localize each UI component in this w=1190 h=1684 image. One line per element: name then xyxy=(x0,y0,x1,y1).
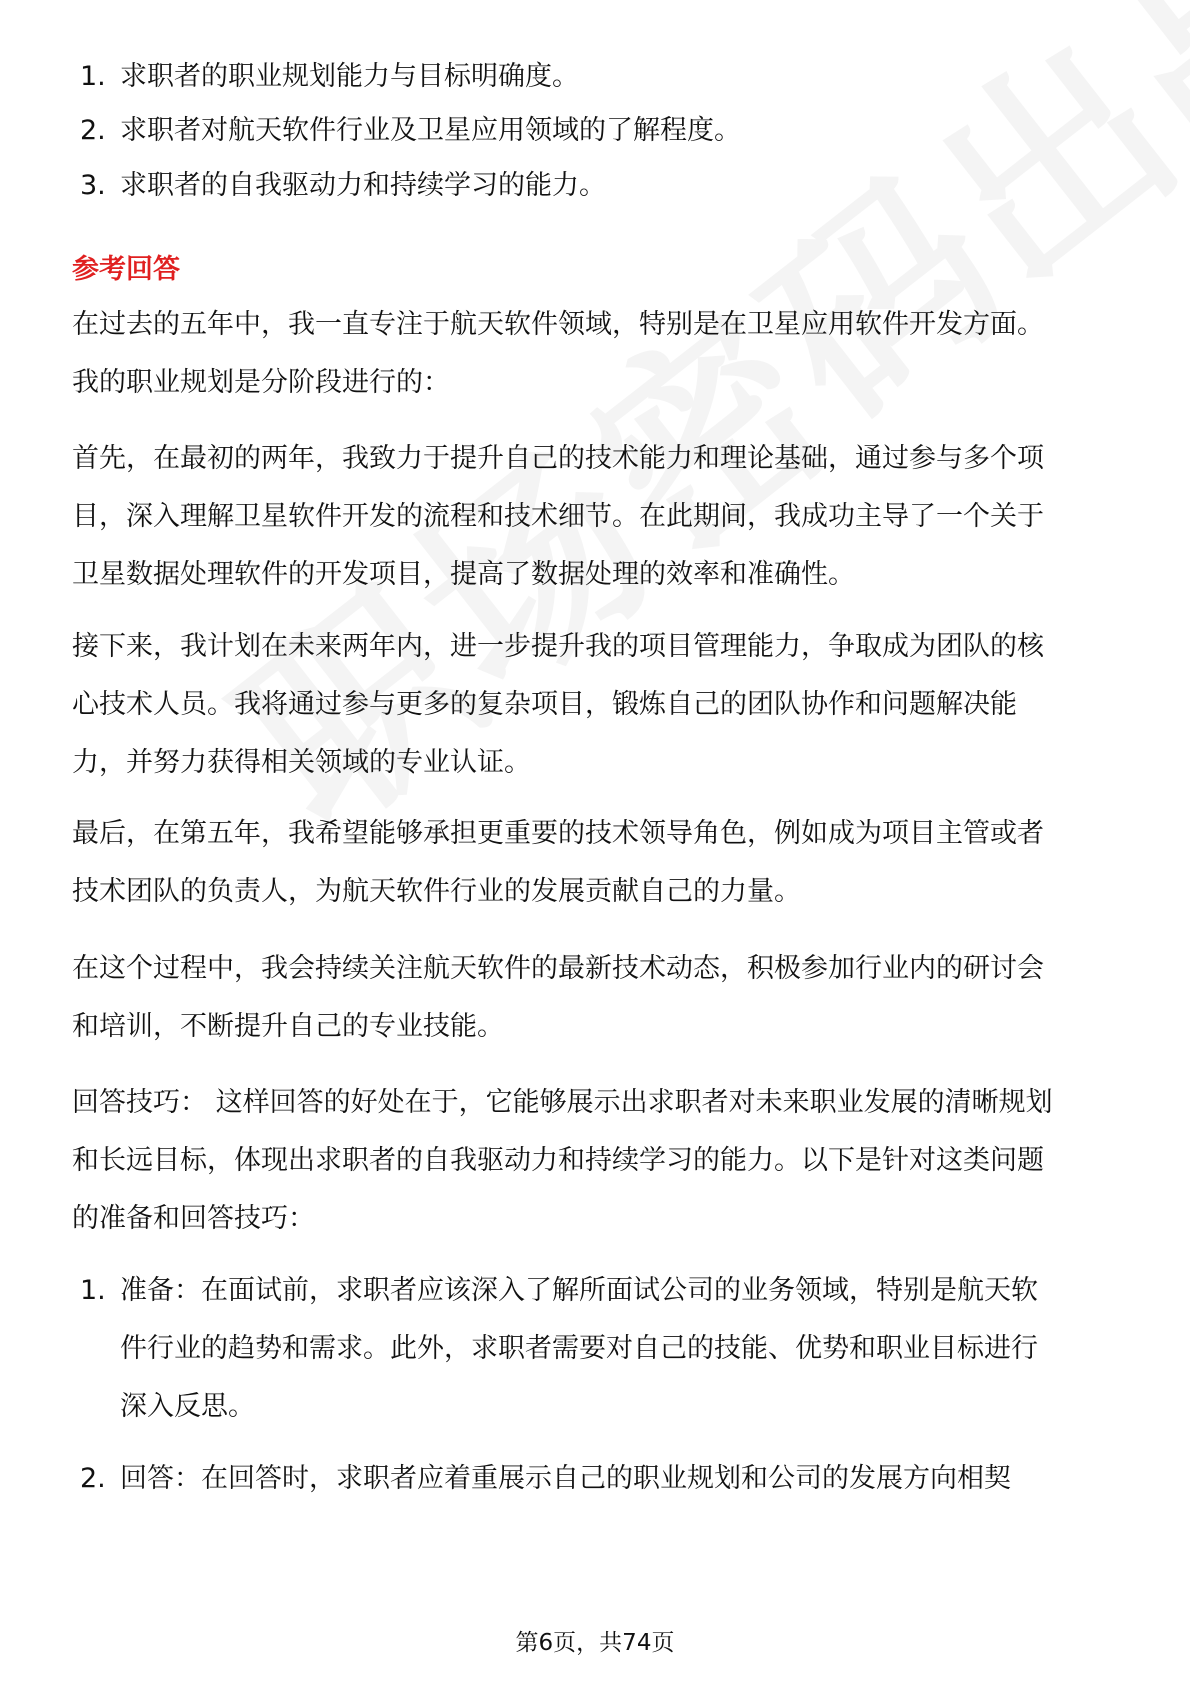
list-text xyxy=(120,1450,1120,1508)
list-number: 1. xyxy=(80,61,106,92)
list-text: 求职者的自我驱动力和持续学习的能力。 xyxy=(120,170,606,201)
paragraph-line: 的准备和回答技巧： xyxy=(72,1203,315,1234)
paragraph-line: 和培训，不断提升自己的专业技能。 xyxy=(72,1011,504,1042)
paragraph xyxy=(72,1074,1122,1248)
page-number-footer: 第6页，共74页 xyxy=(515,1630,675,1656)
paragraph-line: 力，并努力获得相关领域的专业认证。 xyxy=(72,747,531,778)
paragraph xyxy=(72,296,1122,412)
list-number: 2. xyxy=(80,115,106,146)
paragraph-line: 接下来，我计划在未来两年内，进一步提升我的项目管理能力，争取成为团队的核 xyxy=(72,631,1044,662)
list-line: 深入反思。 xyxy=(120,1391,255,1422)
paragraph-line: 首先，在最初的两年，我致力于提升自己的技术能力和理论基础，通过参与多个项 xyxy=(72,443,1044,474)
list-text: 求职者的职业规划能力与目标明确度。 xyxy=(120,61,579,92)
paragraph-line: 目，深入理解卫星软件开发的流程和技术细节。在此期间，我成功主导了一个关于 xyxy=(72,501,1044,532)
list-line: 件行业的趋势和需求。此外，求职者需要对自己的技能、优势和职业目标进行 xyxy=(120,1333,1038,1364)
paragraph-line: 在过去的五年中，我一直专注于航天软件领域，特别是在卫星应用软件开发方面。 xyxy=(72,309,1044,340)
list-text: 求职者对航天软件行业及卫星应用领域的了解程度。 xyxy=(120,115,741,146)
list-text xyxy=(120,1262,1120,1436)
paragraph-line: 卫星数据处理软件的开发项目，提高了数据处理的效率和准确性。 xyxy=(72,559,855,590)
paragraph-line: 在这个过程中，我会持续关注航天软件的最新技术动态，积极参加行业内的研讨会 xyxy=(72,953,1044,984)
list-number: 1. xyxy=(80,1275,106,1306)
paragraph xyxy=(72,618,1122,792)
paragraph-line: 和长远目标，体现出求职者的自我驱动力和持续学习的能力。以下是针对这类问题 xyxy=(72,1145,1044,1176)
paragraph xyxy=(72,940,1122,1056)
paragraph xyxy=(72,430,1122,604)
list-line: 准备：在面试前，求职者应该深入了解所面试公司的业务领域，特别是航天软 xyxy=(120,1275,1038,1306)
section-heading: 参考回答 xyxy=(72,254,180,285)
list-number: 2. xyxy=(80,1463,106,1494)
paragraph-line: 心技术人员。我将通过参与更多的复杂项目，锻炼自己的团队协作和问题解决能 xyxy=(72,689,1017,720)
list-number: 3. xyxy=(80,170,106,201)
paragraph-line: 回答技巧： 这样回答的好处在于，它能够展示出求职者对未来职业发展的清晰规划 xyxy=(72,1087,1053,1118)
paragraph-line: 最后，在第五年，我希望能够承担更重要的技术领导角色，例如成为项目主管或者 xyxy=(72,818,1044,849)
list-line: 回答：在回答时，求职者应着重展示自己的职业规划和公司的发展方向相契 xyxy=(120,1463,1011,1494)
paragraph-line: 我的职业规划是分阶段进行的： xyxy=(72,367,450,398)
paragraph xyxy=(72,805,1122,921)
paragraph-line: 技术团队的负责人，为航天软件行业的发展贡献自己的力量。 xyxy=(72,876,801,907)
